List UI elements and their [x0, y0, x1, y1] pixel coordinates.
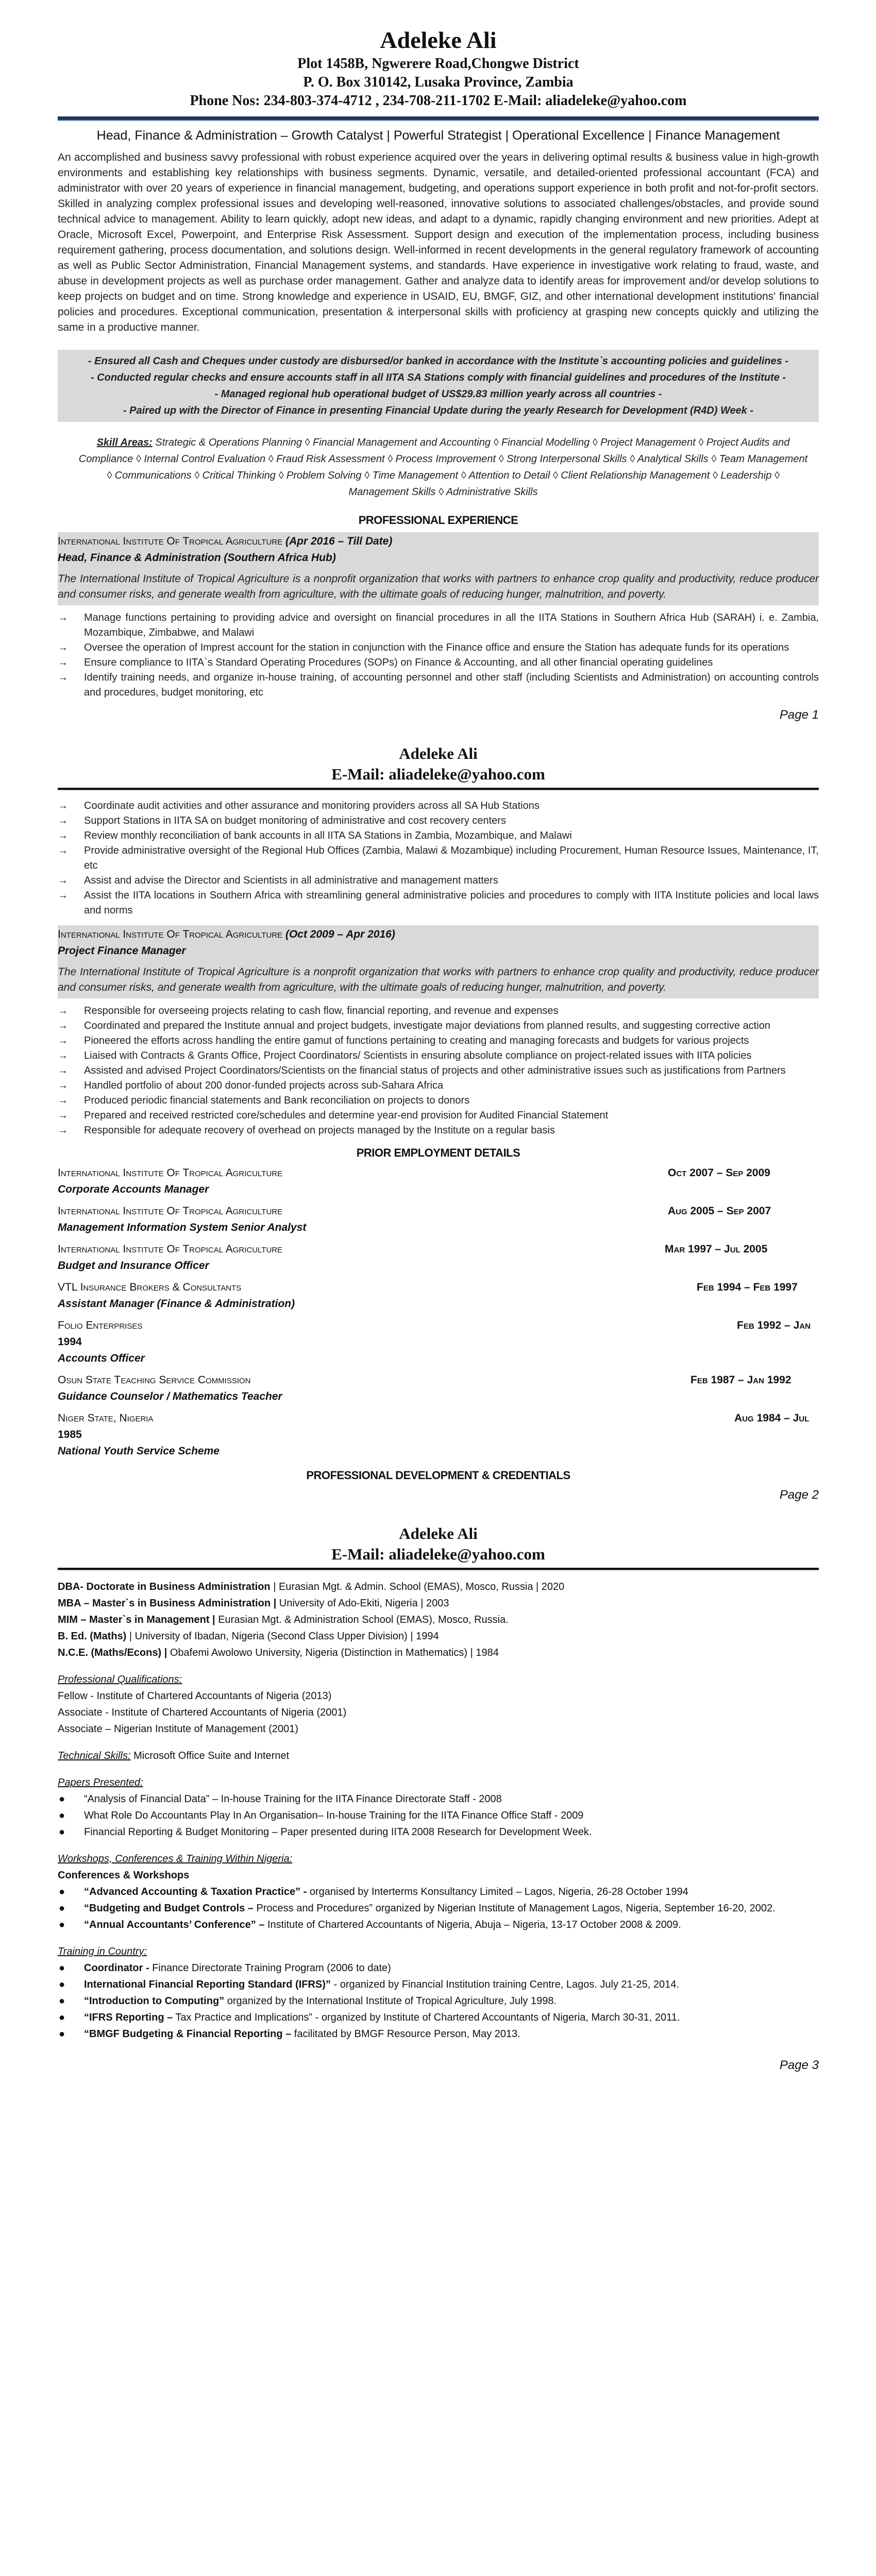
bullet-dot-icon: ● [59, 1886, 65, 1897]
bullet-text: Coordinate audit activities and other assurance and monitoring providers across all SA Hub Stations [84, 800, 540, 811]
skill-item: Analytical Skills [637, 453, 709, 465]
bullet-item [58, 1033, 819, 1048]
bullet-text: Assisted and advised Project Coordinators/Scientists on the financial status of projects and other administrative issues such as justifications from Partners [84, 1065, 786, 1076]
employer-name: Niger State, Nigeria [58, 1412, 154, 1424]
bullet-text: Support Stations in IITA SA on budget monitoring of administrative and cost recovery centers [84, 815, 506, 826]
bullet-text: Handled portfolio of about 200 donor-funded projects across sub-Sahara Africa [84, 1080, 444, 1091]
page-number: Page 2 [779, 1488, 819, 1502]
bullet-dot-icon: ● [59, 1919, 65, 1930]
prior-employment-entry [58, 1372, 819, 1405]
arrow-right-icon: → [58, 800, 68, 811]
degree: DBA- Doctorate in Business Administration [58, 1581, 271, 1592]
qualification-item: Associate - Institute of Chartered Accountants of Nigeria (2001) [58, 1707, 347, 1718]
bullet-item [58, 611, 819, 640]
bullet-item [58, 814, 819, 828]
prior-employment-entry [58, 1410, 819, 1460]
employer-name: International Institute Of Tropical Agriculture [58, 1243, 283, 1255]
prior-employment-entry [58, 1317, 819, 1367]
arrow-right-icon: → [58, 1050, 68, 1061]
institution-detail: Eurasian Mgt. & Administration School (EMAS), Mosco, Russia. [215, 1614, 509, 1625]
list-item [58, 1824, 819, 1840]
arrow-right-icon: → [58, 890, 68, 901]
arrow-right-icon: → [58, 1080, 68, 1091]
bullet-dot-icon: ● [59, 1979, 65, 1990]
prior-employment-entry [58, 1279, 819, 1312]
diamond-separator-icon: ◊ [552, 470, 558, 481]
position-title: Corporate Accounts Manager [58, 1183, 209, 1195]
list-item [58, 1884, 819, 1900]
job-org-line [58, 926, 819, 943]
employment-dates-continued: 1994 [58, 1336, 82, 1348]
diamond-separator-icon: ◊ [107, 470, 112, 481]
employment-dates: Aug 1984 – Jul [734, 1412, 810, 1424]
professional-headline: Head, Finance & Administration – Growth Catalyst | Powerful Strategist | Operational Excellence | Finance Management [96, 128, 780, 143]
job-dates: (Apr 2016 – Till Date) [285, 535, 393, 547]
list-item [58, 2026, 819, 2042]
bullet-text: Oversee the operation of Imprest account for the station in conjunction with the Finance office and ensure the Station has adequate funds for its operations [84, 642, 789, 653]
address-line-2: P. O. Box 310142, Lusaka Province, Zambia [303, 74, 574, 90]
item-text: “Analysis of Financial Data” – In-house Training for the IITA Finance Directorate Staff - 2008 [84, 1793, 502, 1805]
skill-item: Problem Solving [286, 470, 362, 481]
arrow-right-icon: → [58, 1095, 68, 1106]
job-org: International Institute Of Tropical Agriculture [58, 535, 283, 547]
list-item [58, 1917, 819, 1933]
item-title: International Financial Reporting Standard (IFRS)” [84, 1979, 331, 1990]
list-item [58, 1993, 819, 2009]
prior-employment-entry [58, 1165, 819, 1198]
employer-name: International Institute Of Tropical Agriculture [58, 1167, 283, 1179]
employment-dates: Mar 1997 – Jul 2005 [665, 1243, 768, 1255]
item-title: “Annual Accountants’ Conference” – [84, 1919, 265, 1930]
arrow-right-icon: → [58, 830, 68, 841]
list-item [58, 1791, 819, 1807]
email-line: E-Mail: aliadeleke@yahoo.com [331, 765, 545, 783]
institution-detail: University of Ado-Ekiti, Nigeria | 2003 [276, 1598, 449, 1609]
item-text: What Role Do Accountants Play In An Organisation– In-house Training for the IITA Finance Office Staff - 2009 [84, 1810, 584, 1821]
bullet-text: Liaised with Contracts & Grants Office, Project Coordinators/ Scientists in ensuring absolute compliance on project-related issues with IITA policies [84, 1050, 752, 1061]
position-title: National Youth Service Scheme [58, 1445, 220, 1457]
subheading: Papers Presented: [58, 1777, 143, 1788]
skill-item: Project Management [600, 437, 696, 448]
degree: MIM – Master`s in Management | [58, 1614, 215, 1625]
job-header-box [58, 532, 819, 605]
arrow-right-icon: → [58, 657, 68, 668]
resume-name: Adeleke Ali [380, 27, 497, 53]
diamond-separator-icon: ◊ [305, 437, 310, 448]
bullet-item [58, 1078, 819, 1093]
bullet-dot-icon: ● [59, 1826, 65, 1838]
item-title: “Budgeting and Budget Controls – [84, 1903, 254, 1914]
bullet-item [58, 640, 819, 655]
skill-item: Leadership [720, 470, 772, 481]
skill-item: Financial Modelling [501, 437, 590, 448]
bullet-dot-icon: ● [59, 1995, 65, 2007]
papers-presented [58, 1774, 819, 1840]
header-divider [58, 1568, 819, 1570]
employment-dates-continued: 1985 [58, 1429, 82, 1440]
bullet-item [58, 655, 819, 670]
page-number: Page 3 [779, 2058, 819, 2072]
bullet-text: Manage functions pertaining to providing advice and oversight on financial procedures in all the IITA Stations in Southern Africa Hub (SARAH) i. e. Zambia, Mozambique, Zimbabwe, and Malawi [84, 612, 819, 638]
bullet-text: Review monthly reconciliation of bank accounts in all IITA SA Stations in Zambia, Mozambique, and Malawi [84, 830, 572, 841]
page-header [58, 1523, 819, 1565]
skill-item: Financial Management and Accounting [312, 437, 491, 448]
bullet-text: Assist the IITA locations in Southern Africa with streamlining general administrative policies and procedures to comply with IITA Institute policies and local laws and norms [84, 890, 819, 916]
bullet-dot-icon: ● [59, 1903, 65, 1914]
skill-areas [77, 434, 809, 500]
item-detail: organized by the International Institute of Tropical Agriculture, July 1998. [224, 1995, 557, 2007]
diamond-separator-icon: ◊ [498, 453, 504, 465]
arrow-right-icon: → [58, 815, 68, 826]
arrow-right-icon: → [58, 1035, 68, 1046]
diamond-separator-icon: ◊ [630, 453, 635, 465]
employer-name: VTL Insurance Brokers & Consultants [58, 1281, 242, 1293]
position-title: Assistant Manager (Finance & Administration) [58, 1298, 295, 1310]
bullet-item [58, 799, 819, 814]
contact-block [58, 55, 819, 110]
header-divider [58, 116, 819, 121]
employer-name: International Institute Of Tropical Agriculture [58, 1205, 283, 1217]
resume-document [58, 0, 819, 2094]
arrow-right-icon: → [58, 875, 68, 886]
list-item [58, 2009, 819, 2026]
institution-detail: | University of Ibadan, Nigeria (Second Class Upper Division) | 1994 [126, 1631, 439, 1642]
diamond-separator-icon: ◊ [136, 453, 141, 465]
skill-item: Administrative Skills [446, 486, 538, 498]
item-detail: Institute of Chartered Accountants of Nigeria, Abuja – Nigeria, 13-17 October 2008 & 2009. [264, 1919, 681, 1930]
list-item [58, 1900, 819, 1917]
institution-detail: | Eurasian Mgt. & Admin. School (EMAS), Mosco, Russia | 2020 [270, 1581, 565, 1592]
arrow-right-icon: → [58, 672, 68, 683]
arrow-right-icon: → [58, 1110, 68, 1121]
prior-employment-entry [58, 1203, 819, 1236]
bullet-dot-icon: ● [59, 1810, 65, 1821]
email-line: E-Mail: aliadeleke@yahoo.com [331, 1545, 545, 1563]
job-org: International Institute Of Tropical Agriculture [58, 928, 283, 940]
job-bullets [58, 611, 819, 700]
bullet-item [58, 1093, 819, 1108]
workshops-subheading: Conferences & Workshops [58, 1870, 190, 1881]
workshops-conferences [58, 1851, 819, 1933]
bullet-text: Provide administrative oversight of the Regional Hub Offices (Zambia, Malawi & Mozambique) including Procurement, Human Resource Issues, Maintenance, IT, etc [84, 845, 819, 871]
skill-item: Critical Thinking [202, 470, 276, 481]
employment-dates: Aug 2005 – Sep 2007 [668, 1205, 771, 1217]
skill-item: Client Relationship Management [561, 470, 710, 481]
bullet-text: Pioneered the efforts across handling the entire gamut of functions pertaining to creating and managing forecasts and budgets for various projects [84, 1035, 749, 1046]
job-org-line [58, 533, 819, 550]
degree: N.C.E. (Maths/Econs) | [58, 1647, 167, 1658]
item-title: “Advanced Accounting & Taxation Practice” - [84, 1886, 307, 1897]
skill-item: Strong Interpersonal Skills [507, 453, 627, 465]
technical-skills-label: Technical Skills: [58, 1750, 131, 1761]
section-heading-prior-employment: PRIOR EMPLOYMENT DETAILS [356, 1146, 520, 1159]
highlight-item: - Ensured all Cash and Cheques under custody are disbursed/or banked in accordance with the Institute`s accounting policies and guidelines - [88, 355, 789, 367]
page-header [58, 743, 819, 785]
employer-name: Folio Enterprises [58, 1319, 143, 1331]
employer-name: Osun State Teaching Service Commission [58, 1374, 251, 1386]
item-detail: organised by Interterms Konsultancy Limited – Lagos, Nigeria, 26-28 October 1994 [307, 1886, 688, 1897]
skill-item: Internal Control Evaluation [144, 453, 266, 465]
arrow-right-icon: → [58, 642, 68, 653]
bullet-dot-icon: ● [59, 2028, 65, 2040]
item-title: Coordinator - [84, 1962, 149, 1974]
bullet-item [58, 1063, 819, 1078]
item-detail: Tax Practice and Implications” - organized by Institute of Chartered Accountants of Nigeria, March 30-31, 2011. [173, 2012, 680, 2023]
education-item [58, 1612, 819, 1628]
section-heading-credentials: PROFESSIONAL DEVELOPMENT & CREDENTIALS [306, 1469, 570, 1482]
arrow-right-icon: → [58, 1005, 68, 1016]
technical-skills-value: Microsoft Office Suite and Internet [130, 1750, 290, 1761]
item-title: “BMGF Budgeting & Financial Reporting – [84, 2028, 292, 2040]
position-title: Accounts Officer [58, 1352, 145, 1364]
bullet-text: Responsible for overseeing projects relating to cash flow, financial reporting, and revenue and expenses [84, 1005, 559, 1016]
bullet-item [58, 670, 819, 700]
skill-item: Management Skills [348, 486, 436, 498]
subheading: Workshops, Conferences & Training Within Nigeria: [58, 1853, 293, 1865]
bullet-item [58, 1048, 819, 1063]
page-number: Page 1 [779, 708, 819, 722]
bullet-dot-icon: ● [59, 1962, 65, 1974]
position-title: Budget and Insurance Officer [58, 1260, 209, 1272]
list-item [58, 1976, 819, 1993]
skill-item: Strategic & Operations Planning [155, 437, 302, 448]
bullet-text: Assist and advise the Director and Scientists in all administrative and management matters [84, 875, 498, 886]
technical-skills [58, 1748, 819, 1764]
job-description: The International Institute of Tropical Agriculture is a nonprofit organization that works with partners to enhance crop quality and productivity, reduce producer and consumer risks, and generate wealth from agriculture, with the ultimate goals of reducing hunger, malnutrition, and poverty. [58, 573, 819, 600]
education-item [58, 1579, 819, 1595]
job-description: The International Institute of Tropical Agriculture is a nonprofit organization that works with partners to enhance crop quality and productivity, reduce producer and consumer risks, and generate wealth from agriculture, with the ultimate goals of reducing hunger, malnutrition, and poverty. [58, 966, 819, 993]
highlight-item: - Paired up with the Director of Finance in presenting Financial Update during the yearly Research for Development (R4D) Week - [123, 405, 754, 416]
item-detail: - organized by Financial Institution training Centre, Lagos. July 21-25, 2014. [330, 1979, 679, 1990]
bullet-item [58, 1004, 819, 1019]
bullet-item [58, 1108, 819, 1123]
address-line-1: Plot 1458B, Ngwerere Road,Chongwe District [297, 56, 579, 72]
skill-item: Process Improvement [395, 453, 496, 465]
resume-name: Adeleke Ali [399, 1524, 478, 1543]
skill-item: Team Management [719, 453, 808, 465]
skill-item: Project Audits and Compliance [78, 437, 790, 465]
resume-name: Adeleke Ali [399, 744, 478, 762]
education-item [58, 1645, 819, 1661]
job-header-box [58, 925, 819, 998]
qualification-item: Associate – Nigerian Institute of Management (2001) [58, 1723, 298, 1735]
bullet-dot-icon: ● [59, 1793, 65, 1805]
diamond-separator-icon: ◊ [438, 486, 444, 498]
item-text: Financial Reporting & Budget Monitoring – Paper presented during IITA 2008 Research for Development Week. [84, 1826, 592, 1838]
training-in-country [58, 1943, 819, 2042]
employment-dates: Feb 1994 – Feb 1997 [697, 1281, 798, 1293]
arrow-right-icon: → [58, 1065, 68, 1076]
diamond-separator-icon: ◊ [698, 437, 704, 448]
subheading: Training in Country: [58, 1946, 147, 1957]
prior-employment-list [58, 1165, 819, 1460]
professional-summary: An accomplished and business savvy professional with robust experience acquired over the years in delivering optimal results & business value in high-growth environments and establishing key relationships with business segments. Dynamic, versatile, and detailed-oriented professional accountant (FCA) and administrator with over 20 years of experience in financial management, budgeting, and operations support experience in both profit and not-for-profit sectors. Skilled in analyzing complex professional issues and developing well-reasoned, innovative solutions to associated challenges/obstacles, and provide sound technical advice to management. Ability to learn quickly, adopt new ideas, and adapt to a dynamic, rapidly changing environment and new priorities. Adept at Oracle, Microsoft Excel, Powerpoint, and Enterprise Risk Assessment. Support design and execution of the implementation process, including business requirement gathering, process documentation, and solutions design. Well-informed in recent developments in the general regulatory framework of accounting as well as Public Sector Administration, Financial Management systems, and standards. Have experience in investigative work relating to fraud, waste, and abuse in development projects as well as purchase order management. Gather and analyze data to identify areas for improvement and/or develop solutions to keep projects on budget and on time. Strong knowledge and experience in USAID, EU, BMGF, GIZ, and other international development institutions' financial policies and procedures. Exceptional communication, presentation & interpersonal skills with proficiency at grasping new concepts quickly and utilizing the same in a productive manner. [58, 151, 819, 333]
bullet-item [58, 888, 819, 918]
skill-item: Attention to Detail [468, 470, 550, 481]
skill-item: Communications [114, 470, 192, 481]
item-detail: facilitated by BMGF Resource Person, May 2013. [291, 2028, 520, 2040]
position-title: Management Information System Senior Analyst [58, 1222, 307, 1233]
list-item [58, 1807, 819, 1824]
bullet-item [58, 828, 819, 843]
item-detail: Process and Procedures” organized by Nigerian Institute of Management Lagos, Nigeria, September 16-20, 2002. [253, 1903, 776, 1914]
job-title: Project Finance Manager [58, 945, 186, 957]
diamond-separator-icon: ◊ [364, 470, 369, 481]
qualification-item: Fellow - Institute of Chartered Accountants of Nigeria (2013) [58, 1690, 332, 1702]
list-item [58, 1960, 819, 1976]
highlight-item: - Conducted regular checks and ensure accounts staff in all IITA SA Stations comply with financial guidelines and procedures of the Institute - [90, 372, 786, 383]
job-dates: (Oct 2009 – Apr 2016) [285, 928, 395, 940]
employment-dates: Oct 2007 – Sep 2009 [668, 1167, 770, 1179]
diamond-separator-icon: ◊ [711, 453, 717, 465]
bullet-text: Produced periodic financial statements and Bank reconciliation on projects to donors [84, 1095, 470, 1106]
bullet-item [58, 843, 819, 873]
skill-item: Fraud Risk Assessment [276, 453, 385, 465]
diamond-separator-icon: ◊ [493, 437, 499, 448]
bullet-text: Coordinated and prepared the Institute annual and project budgets, investigate major deviations from planned results, and suggesting corrective action [84, 1020, 770, 1031]
job-bullets [58, 1004, 819, 1138]
degree: MBA – Master`s in Business Administration | [58, 1598, 277, 1609]
highlights-box [58, 350, 819, 422]
bullet-item [58, 1019, 819, 1033]
header-divider [58, 788, 819, 790]
diamond-separator-icon: ◊ [461, 470, 466, 481]
bullet-item [58, 1123, 819, 1138]
item-title: “IFRS Reporting – [84, 2012, 173, 2023]
subheading: Professional Qualifications: [58, 1674, 182, 1685]
contact-line: Phone Nos: 234-803-374-4712 , 234-708-211-1702 E-Mail: aliadeleke@yahoo.com [190, 93, 687, 109]
section-heading-professional-experience: PROFESSIONAL EXPERIENCE [358, 514, 518, 527]
item-title: “Introduction to Computing” [84, 1995, 225, 2007]
diamond-separator-icon: ◊ [712, 470, 718, 481]
highlight-item: - Managed regional hub operational budget of US$29.83 million yearly across all countries - [214, 388, 662, 400]
employment-dates: Feb 1992 – Jan [737, 1319, 811, 1331]
bullet-text: Responsible for adequate recovery of overhead on projects managed by the Institute on a regular basis [84, 1125, 555, 1136]
position-title: Guidance Counselor / Mathematics Teacher [58, 1391, 282, 1402]
item-detail: Finance Directorate Training Program (2006 to date) [149, 1962, 391, 1974]
arrow-right-icon: → [58, 612, 68, 623]
prior-employment-entry [58, 1241, 819, 1274]
diamond-separator-icon: ◊ [194, 470, 200, 481]
bullet-text: Ensure compliance to IITA`s Standard Operating Procedures (SOPs) on Finance & Accounting, and all other financial operating guidelines [84, 657, 713, 668]
diamond-separator-icon: ◊ [268, 453, 274, 465]
degree: B. Ed. (Maths) [58, 1631, 127, 1642]
institution-detail: Obafemi Awolowo University, Nigeria (Distinction in Mathematics) | 1984 [167, 1647, 499, 1658]
skill-item: Time Management [372, 470, 459, 481]
arrow-right-icon: → [58, 845, 68, 856]
job-bullets [58, 799, 819, 918]
bullet-text: Prepared and received restricted core/schedules and determine year-end provision for Audited Financial Statement [84, 1110, 609, 1121]
professional-qualifications [58, 1671, 819, 1737]
diamond-separator-icon: ◊ [278, 470, 284, 481]
education-item [58, 1595, 819, 1612]
bullet-item [58, 873, 819, 888]
education-list [58, 1579, 819, 1661]
skill-areas-label: Skill Areas: [96, 437, 153, 448]
diamond-separator-icon: ◊ [592, 437, 598, 448]
arrow-right-icon: → [58, 1125, 68, 1136]
bullet-text: Identify training needs, and organize in-house training, of accounting personnel and other staff (including Scientists and Administration) on accounting controls and procedures, budget monitoring, etc [84, 672, 819, 698]
job-title: Head, Finance & Administration (Southern Africa Hub) [58, 552, 336, 564]
bullet-dot-icon: ● [59, 2012, 65, 2023]
education-item [58, 1628, 819, 1645]
diamond-separator-icon: ◊ [388, 453, 393, 465]
diamond-separator-icon: ◊ [774, 470, 780, 481]
employment-dates: Feb 1987 – Jan 1992 [690, 1374, 791, 1386]
arrow-right-icon: → [58, 1020, 68, 1031]
